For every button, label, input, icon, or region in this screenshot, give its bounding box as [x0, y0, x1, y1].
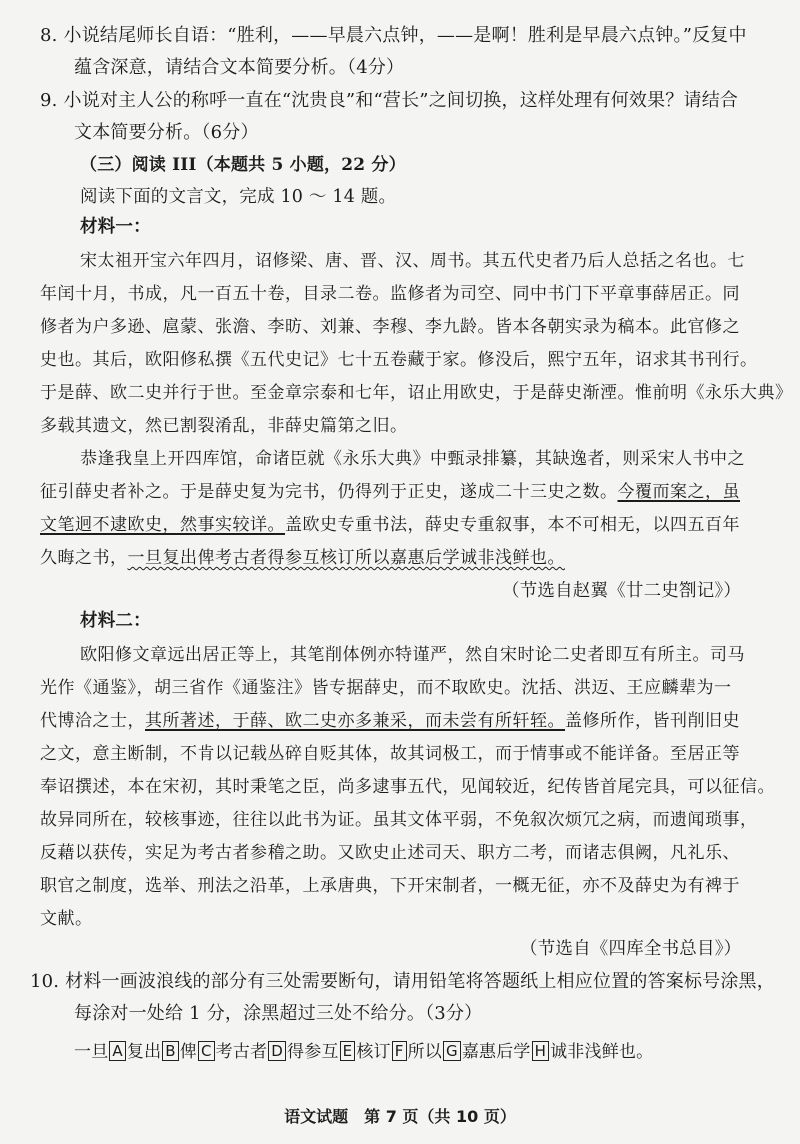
option-box-g: G — [443, 1041, 461, 1061]
option-box-c: C — [198, 1041, 215, 1061]
question-9-line-2: 文本简要分析。（6分） — [74, 122, 259, 143]
question-10-line-2: 每涂对一处给 1 分，涂黑超过三处不给分。（3分） — [74, 1003, 483, 1024]
question-8-line-2: 蕴含深意，请结合文本简要分析。（4分） — [74, 57, 405, 78]
material-1-line: 于是薛、欧二史并行于世。至金章宗泰和七年，诏止用欧史，于是薛史渐湮。惟前明《永乐大典》 — [40, 383, 793, 403]
material-1-p2-line-3 — [40, 513, 740, 537]
page-footer: 语文试题 第 7 页（共 10 页） — [284, 1107, 516, 1126]
plain-text: 征引薛史者补之。于是薛史复为完书，仍得列于正史，遂成二十三史之数。 — [40, 482, 618, 502]
sentence-breaking-options — [74, 1040, 653, 1064]
material-2-line: 欧阳修文章远出居正等上，其笔削体例亦特谨严，然自宋时论二史者即互有所主。司马 — [80, 645, 745, 665]
material-1-source: （节选自赵翼《廿二史劄记》） — [502, 581, 742, 601]
segment: 核订 — [356, 1042, 391, 1062]
segment: 嘉惠后学 — [461, 1042, 531, 1062]
material-2-line: 光作《通鉴》，胡三省作《通鉴注》皆专据薛史，而不取欧史。沈括、洪迈、王应麟辈为一 — [40, 678, 732, 698]
segment: 复出 — [126, 1042, 162, 1062]
segment: 考古者 — [215, 1042, 268, 1062]
material-1-line: 多载其遗文，然已割裂淆乱，非薛史篇第之旧。 — [40, 416, 408, 436]
material-1-heading: 材料一： — [80, 217, 151, 237]
material-2-line: 反藉以获传，实足为考古者参稽之助。又欧史止述司天、职方二考，而诸志俱阙，凡礼乐、 — [40, 843, 740, 863]
material-1-p2-line-4 — [40, 546, 565, 570]
option-box-e: E — [340, 1041, 356, 1061]
question-8-line-1: 8. 小说结尾师长自语：“胜利，——早晨六点钟，——是啊！胜利是早晨六点钟。”反复中 — [40, 25, 747, 46]
material-2-line: 故异同所在，较核事迹，往往以此书为证。虽其文体平弱，不免叙次烦冗之病，而遗闻琐事， — [40, 810, 758, 830]
material-2-line: 之文，意主断制，不肯以记载丛碎自贬其体，故其词极工，而于情事或不能详备。至居正等 — [40, 744, 740, 764]
section-3-title: （三）阅读 III（本题共 5 小题，22 分） — [80, 155, 406, 175]
underlined-sentence: 其所著述，于薛、欧二史亦多兼采，而未尝有所轩轾。 — [145, 711, 565, 731]
material-1-line: 宋太祖开宝六年四月，诏修梁、唐、晋、汉、周书。其五代史者乃后人总括之名也。七 — [80, 251, 745, 271]
segment: 一旦 — [74, 1042, 109, 1062]
material-2-source: （节选自《四库全书总目》） — [520, 939, 742, 959]
material-2-line-3 — [40, 709, 740, 733]
segment: 诚非浅鲜也。 — [550, 1042, 654, 1062]
wavy-underlined-passage: 一旦复出俾考古者得参互核订所以嘉惠后学诚非浅鲜也。 — [127, 548, 565, 568]
question-10-line-1: 10. 材料一画波浪线的部分有三处需要断句，请用铅笔将答题纸上相应位置的答案标号涂黑， — [30, 971, 775, 992]
plain-text: 久晦之书， — [40, 548, 128, 568]
material-2-line: 文献。 — [40, 909, 93, 929]
material-1-line: 史也。其后，欧阳修私撰《五代史记》七十五卷藏于家。修没后，熙宁五年，诏求其书刊行。 — [40, 350, 758, 370]
material-2-heading: 材料二： — [80, 611, 151, 631]
underlined-sentence-part-1: 今覆而案之，虽 — [617, 482, 740, 502]
segment: 得参互 — [287, 1042, 339, 1062]
option-box-b: B — [162, 1041, 179, 1061]
option-box-d: D — [268, 1041, 286, 1061]
plain-text: 代博洽之士， — [40, 711, 145, 731]
plain-text: 盖修所作，皆刊削旧史 — [565, 711, 740, 731]
material-1-line: 修者为户多逊、扈蒙、张澹、李昉、刘兼、李穆、李九龄。皆本各朝实录为稿本。此官修之 — [40, 317, 740, 337]
segment: 俾 — [179, 1042, 197, 1062]
material-2-line: 奉诏撰述，本在宋初，其时秉笔之臣，尚多逮事五代，见闻较近，纪传皆首尾完具，可以征信。 — [40, 777, 775, 797]
underlined-sentence-part-2: 文笔迥不逮欧史，然事实较详。 — [40, 515, 285, 535]
material-1-line: 年闰十月，书成，凡一百五十卷，目录二卷。监修者为司空、同中书门下平章事薛居正。同 — [40, 284, 740, 304]
option-box-a: A — [109, 1041, 125, 1061]
option-box-h: H — [532, 1041, 549, 1061]
material-2-line: 职官之制度，选举、刑法之沿革，上承唐典，下开宋制者，一概无征，亦不及薛史为有裨于 — [40, 876, 740, 896]
question-9-line-1: 9. 小说对主人公的称呼一直在“沈贵良”和“营长”之间切换，这样处理有何效果？请结合 — [40, 90, 739, 111]
material-1-p2-line-1: 恭逢我皇上开四库馆，命诸臣就《永乐大典》中甄录排纂，其缺逸者，则采宋人书中之 — [80, 449, 745, 469]
section-3-instruction: 阅读下面的文言文，完成 10 ～ 14 题。 — [80, 187, 397, 207]
plain-text: 盖欧史专重书法，薛史专重叙事，本不可相无，以四五百年 — [285, 515, 740, 535]
option-box-f: F — [392, 1041, 407, 1061]
material-1-p2-line-2 — [40, 480, 740, 504]
segment: 所以 — [407, 1042, 442, 1062]
